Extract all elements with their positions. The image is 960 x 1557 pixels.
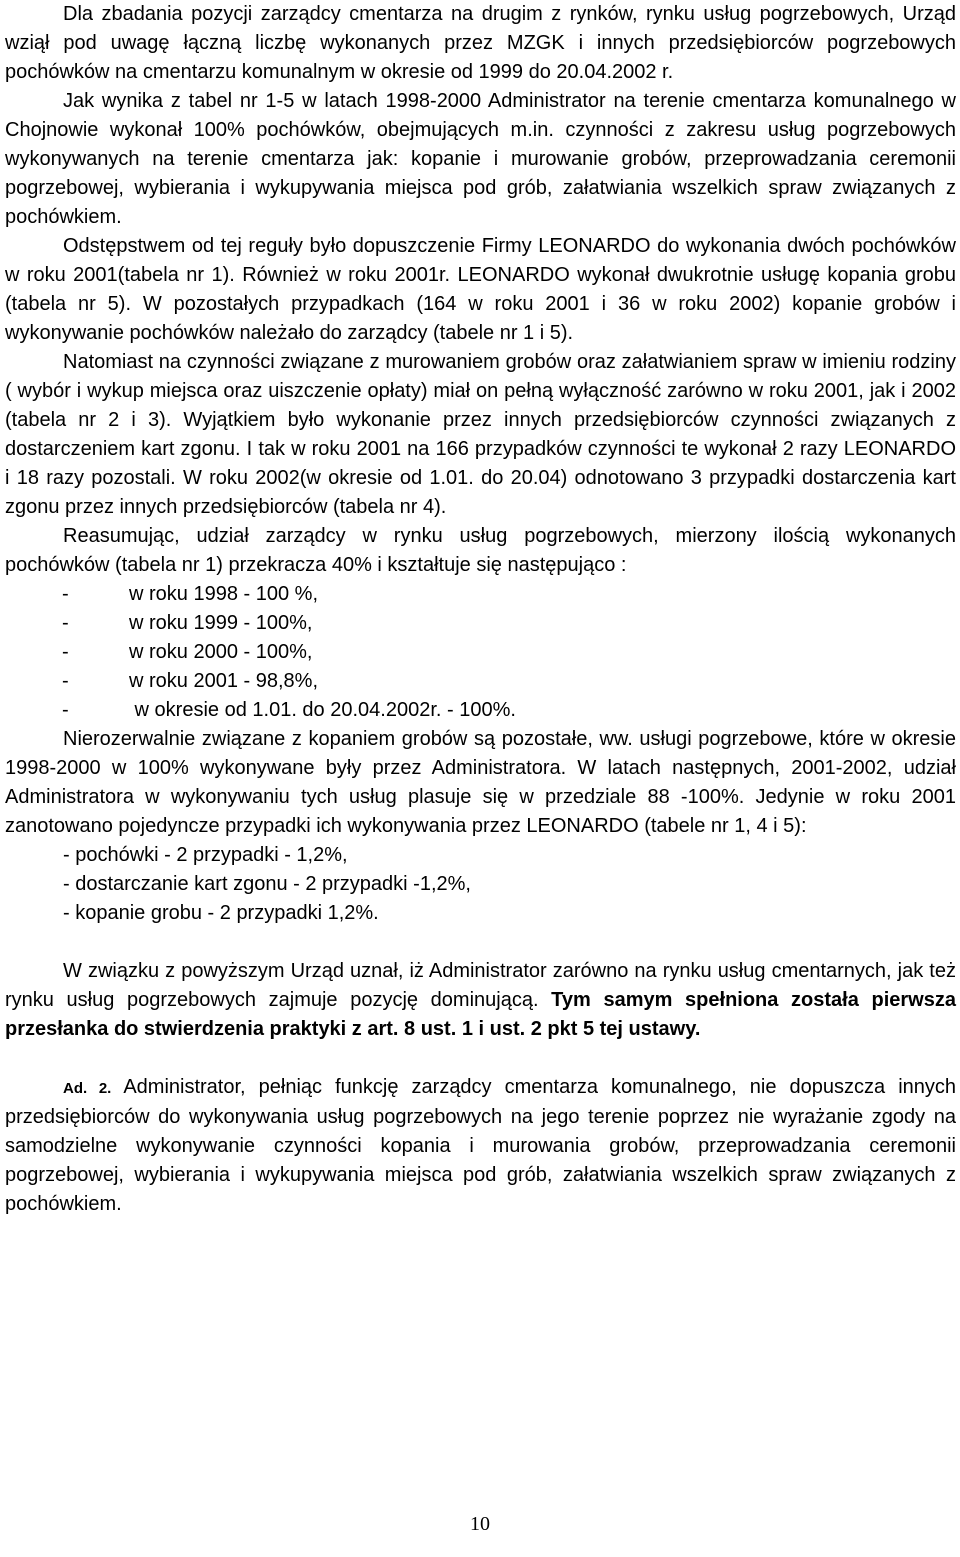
conclusion-bold-text: Tym samym spełniona została pierwsza przesłanka do stwierdzenia praktyki z art. 8 ust. 1 i ust. 2 pkt 5 tej ustawy. (5, 989, 956, 1040)
spacer (5, 928, 956, 957)
list-item (5, 638, 956, 667)
list-dash: - (62, 641, 69, 663)
conclusion-text: W związku z powyższym Urząd uznał, iż Administrator zarówno na rynku usług cmentarnych, jak też rynku usług pogrzebowych zajmuje pozycję dominującą. (5, 960, 956, 1011)
paragraph-other-services: Nierozerwalnie związane z kopaniem grobów są pozostałe, ww. usługi pogrzebowe, które w okresie 1998-2000 w 100% wykonywane były przez Administratora. W latach następnych, 2001-2002, udział Administratora w wykonywaniu tych usług plasuje się w przedziale 88 -100%. Jedynie w roku 2001 zanotowano pojedyncze przypadki ich wykonywania przez LEONARDO (tabele nr 1, 4 i 5): (5, 728, 956, 837)
list-dash: - (62, 583, 69, 605)
list-item-text: w okresie od 1.01. do 20.04.2002r. - 100%. (129, 699, 516, 721)
list-item (5, 667, 956, 696)
list-item (5, 580, 956, 609)
leonardo-cases-list (5, 841, 956, 928)
paragraph-exclusivity: Natomiast na czynności związane z murowaniem grobów oraz załatwianiem spraw w imieniu rodziny ( wybór i wykup miejsca oraz uiszczenie opłaty) miał on pełną wyłączność zarówno w roku 2001, jak i 2002 (tabela nr 2 i 3). Wyjątkiem było wykonanie przez innych przedsiębiorców czynności związanych z dostarczeniem kart zgonu. I tak w roku 2001 na 166 przypadków czynności te wykonał 2 razy LEONARDO i 18 razy pozostali. W roku 2002(w okresie od 1.01. do 20.04) odnotowano 3 przypadki dostarczenia kart zgonu przez innych przedsiębiorców (tabela nr 4). (5, 351, 956, 518)
paragraph-summary: Reasumując, udział zarządcy w rynku usług pogrzebowych, mierzony ilością wykonanych pochówków (tabela nr 1) przekracza 40% i kształtuje się następująco : (5, 525, 956, 576)
paragraph-market-scope: Dla zbadania pozycji zarządcy cmentarza na drugim z rynków, rynku usług pogrzebowych, Urząd wziął pod uwagę łączną liczbę wykonanych przez MZGK i innych przedsiębiorców pogrzebowych pochówków na cmentarzu komunalnym w okresie od 1999 do 20.04.2002 r. (5, 3, 956, 83)
list-item-text: w roku 1998 - 100 %, (129, 583, 318, 605)
list-item-text: w roku 2000 - 100%, (129, 641, 313, 663)
list-item: - pochówki - 2 przypadki - 1,2%, (63, 844, 348, 866)
list-item: - kopanie grobu - 2 przypadki 1,2%. (63, 902, 379, 924)
section-label: Ad. 2. (63, 1080, 112, 1097)
list-dash: - (62, 699, 69, 721)
list-item-text: w roku 2001 - 98,8%, (129, 670, 318, 692)
list-dash: - (62, 670, 69, 692)
yearly-share-list (5, 580, 956, 725)
paragraph-ad-2 (5, 1073, 956, 1219)
list-item (5, 696, 956, 725)
paragraph-conclusion (5, 957, 956, 1044)
list-item: - dostarczanie kart zgonu - 2 przypadki -1,2%, (63, 873, 471, 895)
page-number: 10 (470, 1513, 490, 1535)
spacer (5, 1044, 956, 1073)
paragraph-exception-leonardo: Odstępstwem od tej reguły było dopuszczenie Firmy LEONARDO do wykonania dwóch pochówków w roku 2001(tabela nr 1). Również w roku 2001r. LEONARDO wykonał dwukrotnie usługę kopania grobu (tabela nr 5). W pozostałych przypadkach (164 w roku 2001 i 36 w roku 2002) kopanie grobów i wykonywanie pochówków należało do zarządcy (tabele nr 1 i 5). (5, 235, 956, 344)
list-item-text: w roku 1999 - 100%, (129, 612, 313, 634)
section-text: Administrator, pełniąc funkcję zarządcy cmentarza komunalnego, nie dopuszcza innych przedsiębiorców do wykonywania usług pogrzebowych na jego terenie poprzez nie wyrażanie zgody na samodzielne wykonywanie czynności kopania i murowania grobów, przeprowadzania ceremonii pogrzebowej, wybierania i wykupywania miejsca pod grób, załatwiania wszelkich spraw związanych z pochówkiem. (5, 1076, 957, 1215)
list-dash: - (62, 612, 69, 634)
paragraph-administrator-share: Jak wynika z tabel nr 1-5 w latach 1998-2000 Administrator na terenie cmentarza komunalnego w Chojnowie wykonał 100% pochówków, obejmujących m.in. czynności z zakresu usług pogrzebowych wykonywanych na terenie cmentarza jak: kopanie i murowanie grobów, przeprowadzania ceremonii pogrzebowej, wybierania i wykupywania miejsca pod grób, załatwiania wszelkich spraw związanych z pochówkiem. (5, 90, 956, 228)
list-item (5, 609, 956, 638)
